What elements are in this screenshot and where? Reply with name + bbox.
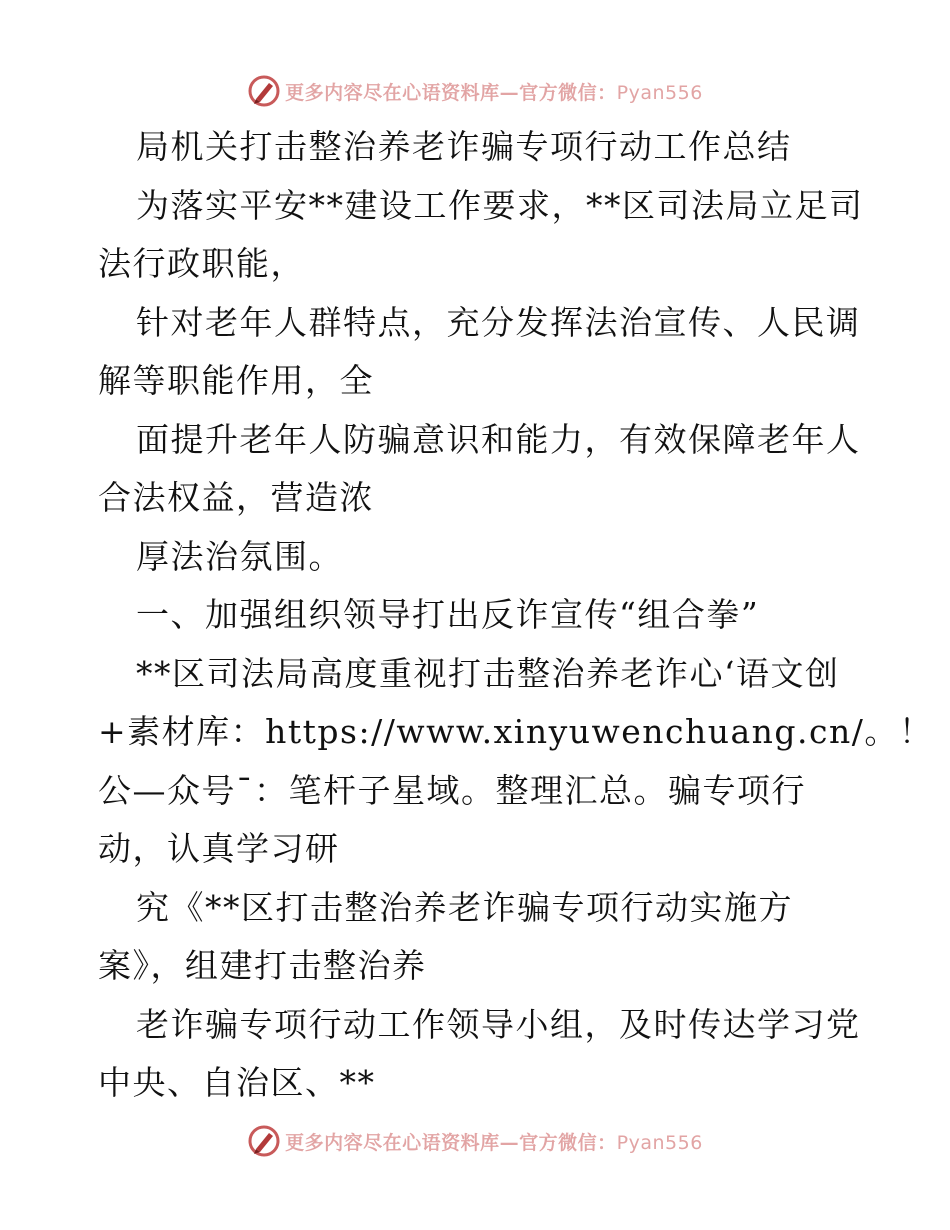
document-title: 局机关打击整治养老诈骗专项行动工作总结 <box>136 127 792 166</box>
paragraph-line: **区司法局高度重视打击整治养老诈心‘语文创 <box>136 654 840 693</box>
paragraph-line: 合法权益，营造浓 <box>98 478 374 517</box>
paragraph-line: 究《**区打击整治养老诈骗专项行动实施方 <box>136 888 793 927</box>
paragraph-line: 厚法治氛围。 <box>136 537 343 576</box>
paragraph-line: +素材库：https://www.xinyuwenchuang.cn/。！ <box>98 712 934 751</box>
section-heading: 一、加强组织领导打出反诈宣传“组合拳” <box>136 595 760 634</box>
paragraph-line: 案》，组建打击整治养 <box>98 946 427 985</box>
watermark-label: 更多内容尽在心语资料库—官方微信： <box>285 81 617 104</box>
paragraph-line: 法行政职能， <box>98 244 305 283</box>
paragraph-line: 公—众号¯：笔杆子星域。整理汇总。骗专项行 <box>98 771 806 810</box>
paragraph-line: 中央、自治区、** <box>98 1063 376 1102</box>
paragraph-line: 解等职能作用，全 <box>98 361 374 400</box>
footer-watermark <box>0 1121 950 1161</box>
pen-logo-icon <box>247 1124 281 1158</box>
paragraph-line: 面提升老年人防骗意识和能力，有效保障老年人 <box>136 420 861 459</box>
paragraph-line: 老诈骗专项行动工作领导小组，及时传达学习党 <box>136 1005 861 1044</box>
paragraph-line: 为落实平安**建设工作要求，**区司法局立足司 <box>136 186 864 225</box>
watermark-wechat-id: Pyan556 <box>616 1131 703 1154</box>
paragraph-line: 动，认真学习研 <box>98 829 340 868</box>
watermark-text <box>285 1128 703 1155</box>
watermark-label: 更多内容尽在心语资料库—官方微信： <box>285 1131 617 1154</box>
watermark-wechat-id: Pyan556 <box>616 81 703 104</box>
paragraph-line: 针对老年人群特点，充分发挥法治宣传、人民调 <box>136 303 861 342</box>
